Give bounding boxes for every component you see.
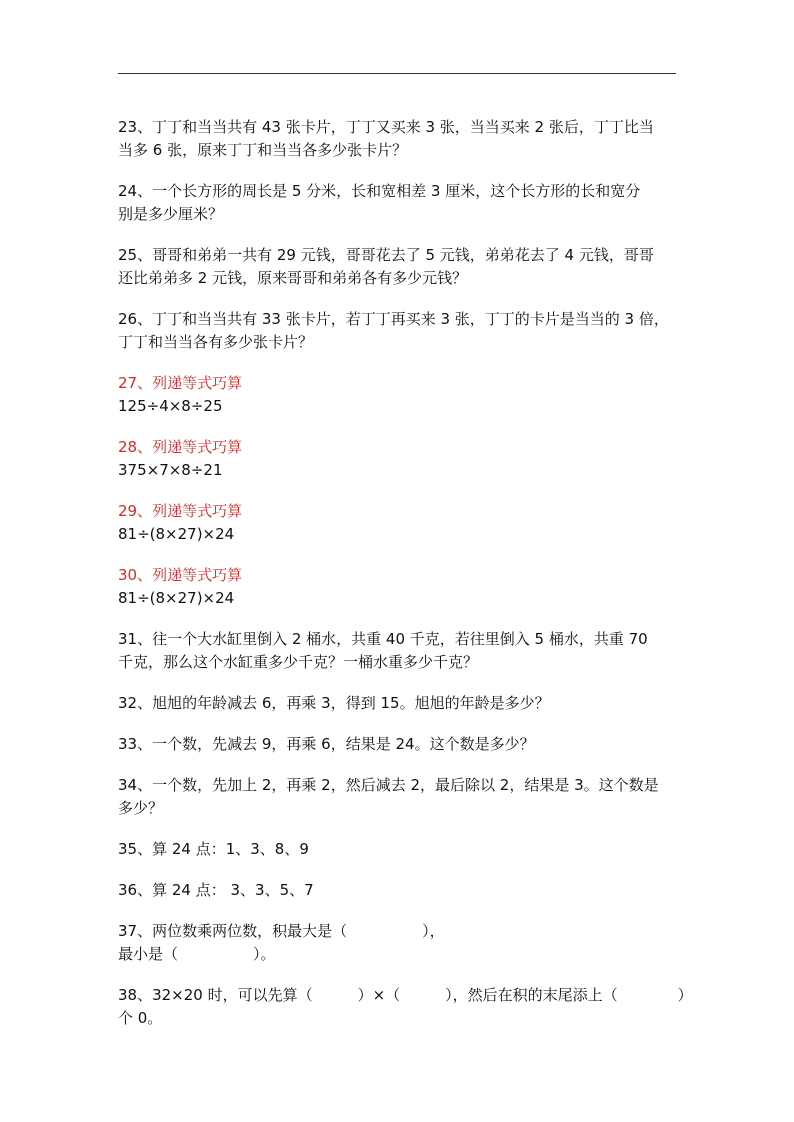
problem-26 (118, 308, 680, 354)
problem-36 (118, 879, 680, 902)
problem-30 (118, 564, 680, 610)
problem-text-line: 丁丁和当当各有多少张卡片？ (118, 333, 314, 351)
problem-text-line: 24、一个长方形的周长是 5 分米，长和宽相差 3 厘米，这个长方形的长和宽分 (118, 182, 641, 200)
problem-text-line: 25、哥哥和弟弟一共有 29 元钱，哥哥花去了 5 元钱，弟弟花去了 4 元钱，哥哥 (118, 246, 654, 264)
problem-37 (118, 920, 680, 966)
problem-text-line: 35、算 24 点：1、3、8、9 (118, 840, 309, 858)
problem-32 (118, 692, 680, 715)
problem-23 (118, 116, 680, 162)
problem-27 (118, 372, 680, 418)
problem-text-line: 当多 6 张，原来丁丁和当当各多少张卡片？ (118, 141, 408, 159)
problem-text-line: 37、两位数乘两位数，积最大是（ ）， (118, 922, 445, 940)
problem-expression: 81÷(8×27)×24 (118, 525, 235, 543)
problem-heading: 30、列递等式巧算 (118, 566, 243, 584)
problem-text-line: 34、一个数，先加上 2，再乘 2，然后减去 2，最后除以 2，结果是 3。这个数是 (118, 776, 659, 794)
problem-expression: 375×7×8÷21 (118, 461, 223, 479)
problem-25 (118, 244, 680, 290)
problem-heading: 27、列递等式巧算 (118, 374, 243, 392)
problem-text-line: 32、旭旭的年龄减去 6，再乘 3，得到 15。旭旭的年龄是多少？ (118, 694, 550, 712)
problem-31 (118, 628, 680, 674)
problem-text-line: 23、丁丁和当当共有 43 张卡片，丁丁又买来 3 张，当当买来 2 张后，丁丁比当 (118, 118, 654, 136)
problem-38 (118, 984, 693, 1030)
problem-text-line: 31、往一个大水缸里倒入 2 桶水，共重 40 千克，若往里倒入 5 桶水，共重 70 (118, 630, 648, 648)
problem-heading: 29、列递等式巧算 (118, 502, 243, 520)
problem-text-line: 还比弟弟多 2 元钱，原来哥哥和弟弟各有多少元钱？ (118, 269, 468, 287)
problem-29 (118, 500, 680, 546)
problem-33 (118, 733, 680, 756)
problem-24 (118, 180, 680, 226)
problem-text-line: 千克，那么这个水缸重多少千克？一桶水重多少千克？ (118, 653, 479, 671)
problem-expression: 81÷(8×27)×24 (118, 589, 235, 607)
problem-35 (118, 838, 680, 861)
problem-text-line: 多少？ (118, 799, 164, 817)
problem-text-line: 38、32×20 时，可以先算（ ）×（ ），然后在积的末尾添上（ ） (118, 986, 693, 1004)
problem-text-line: 33、一个数，先减去 9，再乘 6，结果是 24。这个数是多少？ (118, 735, 535, 753)
problem-heading: 28、列递等式巧算 (118, 438, 243, 456)
problem-34 (118, 774, 680, 820)
problem-text-line: 别是多少厘米？ (118, 205, 224, 223)
problem-expression: 125÷4×8÷25 (118, 397, 223, 415)
problem-text-line: 最小是（ ）。 (118, 945, 276, 963)
problem-text-line: 26、丁丁和当当共有 33 张卡片，若丁丁再买来 3 张，丁丁的卡片是当当的 3 倍， (118, 310, 669, 328)
problem-28 (118, 436, 680, 482)
header-rule (118, 73, 676, 74)
problem-list (118, 116, 693, 1048)
problem-text-line: 个 0。 (118, 1009, 163, 1027)
problem-text-line: 36、算 24 点： 3、3、5、7 (118, 881, 314, 899)
